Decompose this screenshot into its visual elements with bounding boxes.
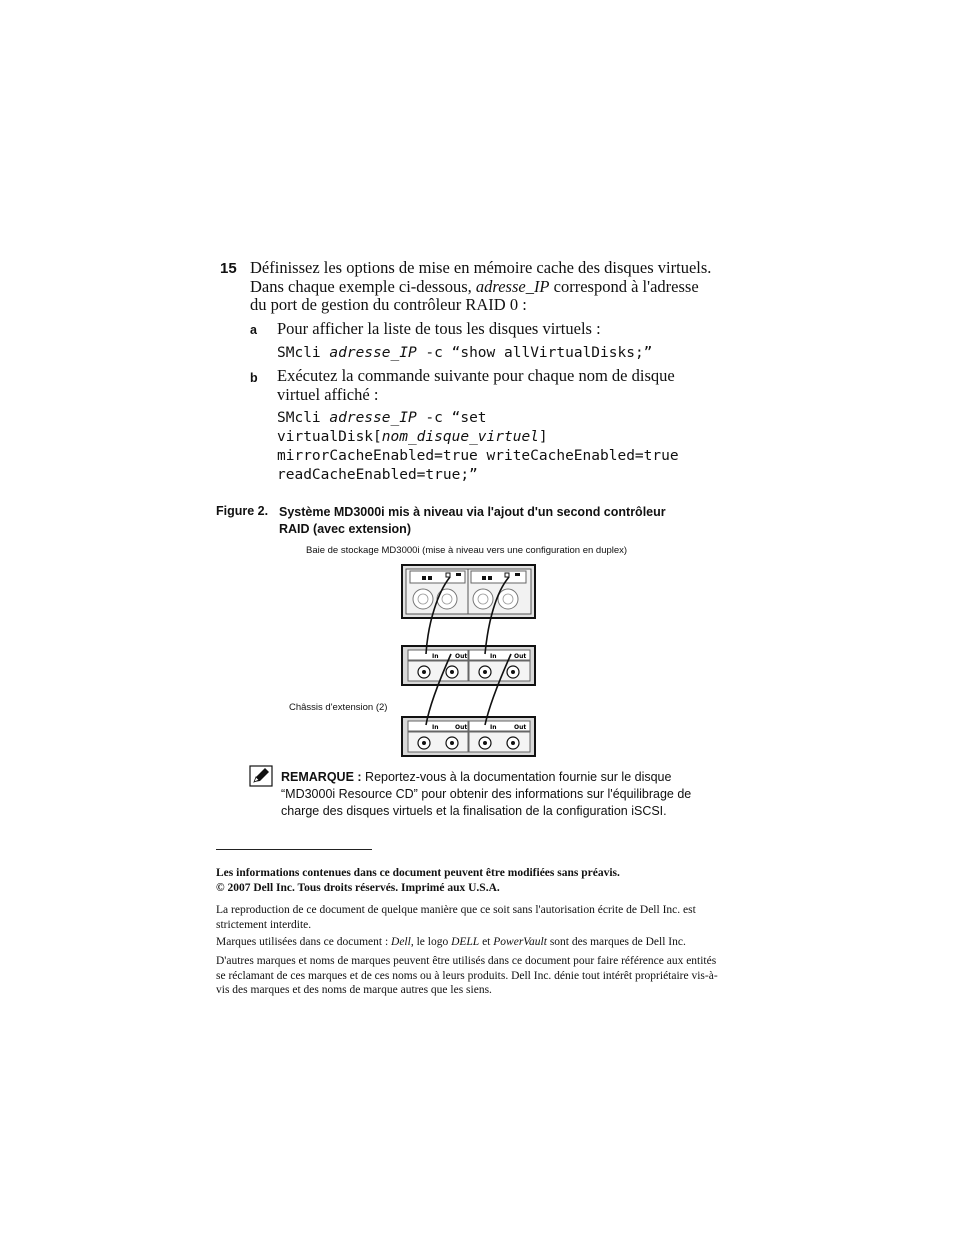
enc2-port-in-right: In [490, 724, 497, 731]
code-b1-pre: SMcli [277, 410, 330, 426]
step-line-1: Définissez les options de mise en mémoire cache des disques virtuels. [250, 258, 712, 277]
expansion-enclosure-1 [402, 646, 535, 685]
code-a-post: -c “show allVirtualDisks;” [416, 345, 653, 361]
tm-powervault: PowerVault [493, 936, 547, 948]
legal-trademarks [216, 935, 726, 950]
tm-d: sont des marques de Dell Inc. [546, 936, 686, 948]
code-b-line-4: readCacheEnabled=true;” [277, 467, 478, 483]
substep-a-letter: a [250, 323, 257, 337]
hardware-diagram [398, 562, 540, 760]
code-a-pre: SMcli [277, 345, 330, 361]
step-line-2-post: correspond à l'adresse [549, 276, 699, 296]
note-heading: REMARQUE : [281, 770, 362, 784]
figure-caption-enclosures: Châssis d'extension (2) [289, 702, 388, 713]
step-line-2-ip: adresse_IP [475, 276, 550, 296]
code-b1-post: -c “set [416, 410, 487, 426]
tm-c: et [479, 936, 494, 948]
substep-a-code [277, 344, 652, 363]
tm-logo: DELL [451, 936, 480, 948]
expansion-enclosure-2 [402, 717, 535, 756]
enc1-port-in-left: In [432, 653, 439, 660]
step-line-3: du port de gestion du contrôleur RAID 0 : [250, 295, 527, 314]
substep-b-code [277, 409, 679, 485]
legal-other-marks: D'autres marques et noms de marques peuvent être utilisés dans ce document pour faire référence aux entités se réclamant de ces marques et de ces noms ou à leurs produits. Dell Inc. dénie tout intérêt propriétaire vis-à-vis des marques et des noms de marque autres que les siens. [216, 955, 718, 996]
enc2-port-out-left: Out [455, 724, 468, 731]
figure-title: Système MD3000i mis à niveau via l'ajout d'un second contrôleur RAID (avec extension) [279, 505, 666, 536]
tm-b: , le logo [410, 936, 452, 948]
legal-bold-line-1: Les informations contenues dans ce document peuvent être modifiées sans préavis. [216, 867, 620, 879]
footnote-rule [216, 849, 372, 850]
note [281, 769, 721, 820]
code-a-ip: adresse_IP [329, 345, 417, 361]
substep-a-text: Pour afficher la liste de tous les disques virtuels : [277, 319, 601, 338]
legal-notice-bold [216, 866, 726, 895]
note-body: Reportez-vous à la documentation fournie sur le disque “MD3000i Resource CD” pour obtenir des informations sur l'équilibrage de charge des disques virtuels et la finalisation de la configuration iSCSI. [281, 770, 692, 818]
step-line-2 [250, 278, 720, 297]
code-b-line-1 [277, 409, 679, 428]
enc2-port-out-right: Out [514, 724, 527, 731]
tm-a: Marques utilisées dans ce document : [216, 936, 392, 948]
step-line-2-pre: Dans chaque exemple ci-dessous, [250, 276, 476, 296]
code-b-line-2 [277, 428, 679, 447]
enc2-port-in-left: In [432, 724, 439, 731]
legal-reproduction: La reproduction de ce document de quelque manière que ce soit sans l'autorisation écrite de Dell Inc. est strictement interdite. [216, 904, 696, 931]
code-b1-ip: adresse_IP [329, 410, 417, 426]
figure-label: Figure 2. [216, 504, 269, 518]
pencil-note-icon [249, 765, 273, 787]
code-b-line-3: mirrorCacheEnabled=true writeCacheEnabled=true [277, 448, 679, 464]
tm-dell: Dell [391, 936, 411, 948]
figure-caption-array: Baie de stockage MD3000i (mise à niveau vers une configuration en duplex) [306, 545, 628, 556]
step-number: 15 [220, 260, 237, 277]
code-b2-post: ] [538, 429, 548, 445]
enc1-port-out-right: Out [514, 653, 527, 660]
enc1-port-in-right: In [490, 653, 497, 660]
legal-bold-line-2: © 2007 Dell Inc. Tous droits réservés. Imprimé aux U.S.A. [216, 881, 500, 894]
storage-array [402, 565, 535, 618]
enc1-port-out-left: Out [455, 653, 468, 660]
code-b2-pre: virtualDisk[ [277, 429, 382, 445]
substep-b-text: Exécutez la commande suivante pour chaque nom de disque virtuel affiché : [277, 366, 675, 404]
substep-b-letter: b [250, 371, 258, 385]
code-b2-name: nom_disque_virtuel [381, 429, 539, 445]
step-text [250, 259, 720, 315]
